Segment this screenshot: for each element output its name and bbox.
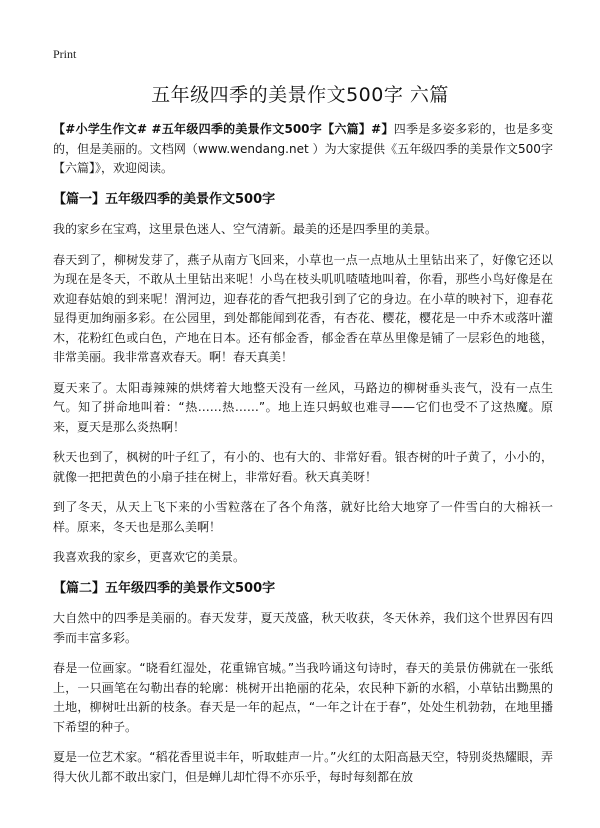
body-paragraph: 春天到了，柳树发芽了，燕子从南方飞回来，小草也一点一点地从土里钻出来了，好像它还以为现在是冬天，不敢从土里钻出来呢！小鸟在枝头叽叽喳喳地叫着，你看，那些小鸟好像是在欢迎春姑娘的到来呢！渭河边，迎春花的香气把我引到了它的身边。在小草的映衬下，迎春花显得更加绚丽多彩。在公园里，到处都能闻到花香，有杏花、樱花，樱花是一中乔木或落叶灌木，花粉红色或白色，产地在日本。还有郁金香，郁金香在草丛里像是铺了一层彩色的地毯，非常美丽。我非常喜欢春天。啊！春天真美！ — [53, 252, 553, 364]
print-link[interactable]: Print — [53, 47, 77, 61]
section-1 — [53, 190, 553, 568]
document-title: 五年级四季的美景作文500字 六篇 — [151, 84, 449, 106]
section-heading: 【篇二】五年级四季的美景作文500字 — [53, 580, 276, 596]
intro-text: 四季是多姿多彩的，也是多变的，但是美丽的。文档网（www.wendang.net ）为大家提供《五年级四季的美景作文500字【六篇】》，欢迎阅读。 — [53, 122, 553, 175]
intro-paragraph — [53, 120, 553, 179]
body-paragraph: 夏天来了。太阳毒辣辣的烘烤着大地整天没有一丝风，马路边的柳树垂头丧气，没有一点生气。知了拼命地叫着：“热……热……”。地上连只蚂蚁也难寻——它们也受不了这热魔。原来，夏天是那么炎热啊！ — [53, 380, 553, 434]
body-paragraph: 夏是一位艺术家。“稻花香里说丰年，听取蛙声一片。”火红的太阳高悬天空，特别炎热耀眼，弄得大伙儿都不敢出家门，但是蝉儿却忙得不亦乐乎，每时每刻都在放 — [53, 750, 553, 784]
intro-tag: 【#小学生作文# #五年级四季的美景作文500字【六篇】#】 — [53, 122, 394, 136]
body-paragraph: 我喜欢我的家乡，更喜欢它的美景。 — [53, 550, 246, 564]
body-paragraph: 大自然中的四季是美丽的。春天发芽，夏天茂盛，秋天收获，冬天休养，我们这个世界因有四季而丰富多彩。 — [53, 611, 553, 645]
section-heading: 【篇一】五年级四季的美景作文500字 — [53, 191, 276, 207]
body-paragraph: 到了冬天，从天上飞下来的小雪粒落在了各个角落，就好比给大地穿了一件雪白的大棉袄一样。原来，冬天也是那么美啊！ — [53, 500, 553, 534]
body-paragraph: 秋天也到了，枫树的叶子红了，有小的、也有大的、非常好看。银杏树的叶子黄了，小小的，就像一把把黄色的小扇子挂在树上，非常好看。秋天真美呀！ — [53, 450, 553, 484]
document-body — [53, 120, 553, 798]
section-2 — [53, 579, 553, 788]
body-paragraph: 我的家乡在宝鸡，这里景色迷人、空气清新。最美的还是四季里的美景。 — [53, 222, 438, 236]
body-paragraph: 春是一位画家。“晓看红湿处，花重锦官城。”当我吟诵这句诗时，春天的美景仿佛就在一张纸上，一只画笔在勾勒出春的轮廓：桃树开出艳丽的花朵，农民种下新的水稻，小草钻出黝黑的土地，柳树吐出新的枝条。春天是一年的起点，“一年之计在于春”，处处生机勃勃，在地里播下希望的种子。 — [53, 661, 553, 734]
